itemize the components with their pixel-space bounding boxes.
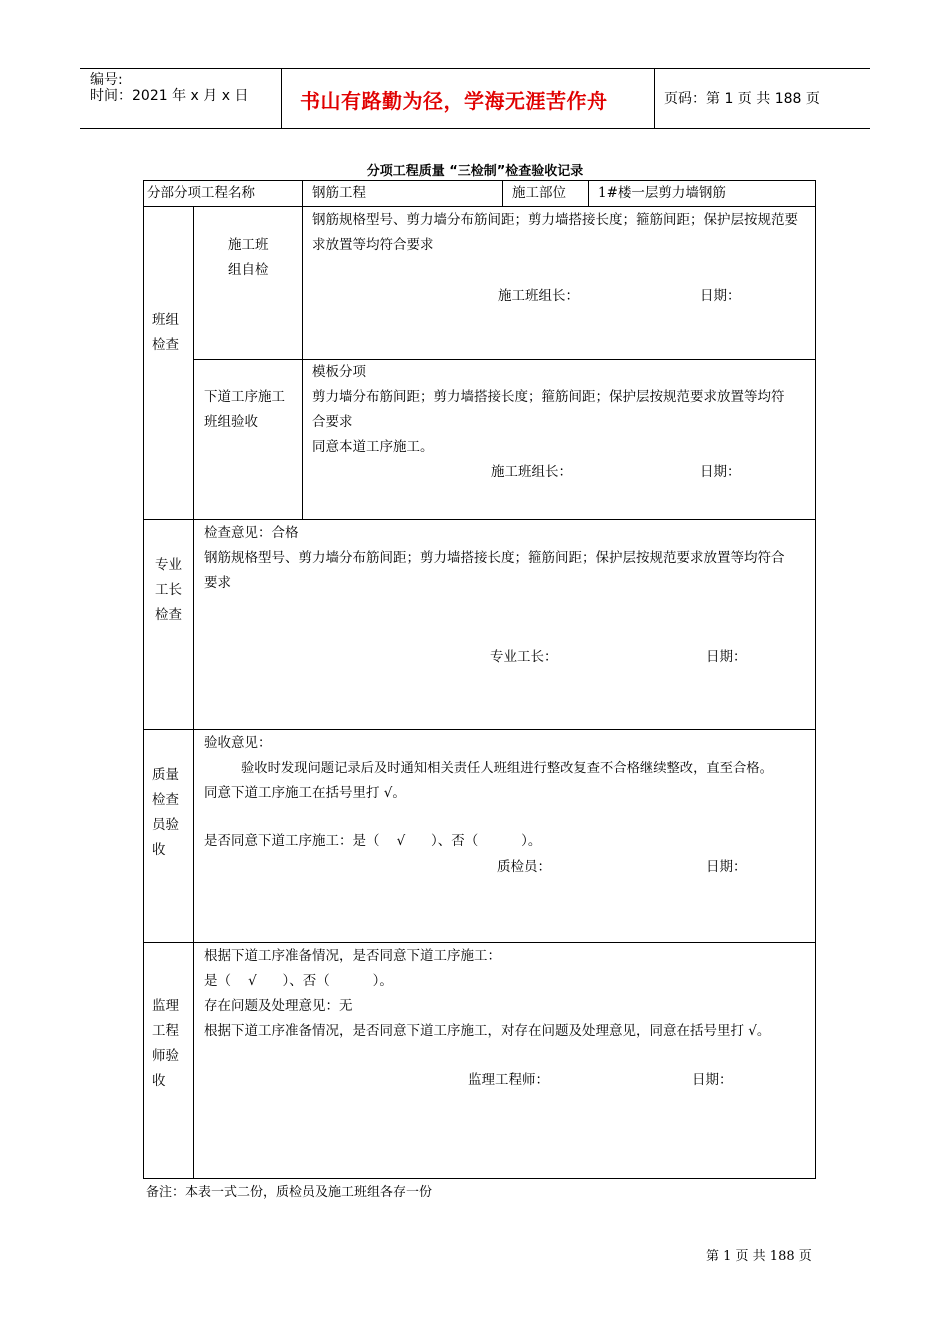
label-line: 工程 [152, 1023, 179, 1039]
content-line: 根据下道工序准备情况，是否同意下道工序施工： [204, 948, 501, 964]
footer-page-number: 第 1 页 共 188 页 [706, 1249, 812, 1264]
label-line: 师验 [152, 1048, 179, 1064]
content-line: 同意本道工序施工。 [312, 439, 434, 455]
self-check-content [312, 208, 798, 258]
label-line: 监理 [152, 998, 179, 1014]
table-rule [588, 180, 589, 206]
table-rule [193, 206, 194, 1179]
construction-part-value: 1#楼一层剪力墙钢筋 [598, 185, 726, 201]
label-line: 组自检 [228, 262, 269, 278]
label-line: 专业 [155, 557, 182, 573]
label-line: 工长 [155, 582, 182, 598]
date-label: 日期： [692, 1072, 733, 1088]
foreman-check-content [204, 521, 785, 596]
date-label: 日期： [700, 464, 741, 480]
content-line: 钢筋规格型号、剪力墙分布筋间距；剪力墙搭接长度；箍筋间距；保护层按规范要 [312, 212, 798, 228]
next-process-label [204, 385, 285, 435]
foreman-sign-label: 专业工长： [490, 649, 558, 665]
team-leader-sign-label: 施工班组长： [491, 464, 572, 480]
team-leader-sign-label: 施工班组长： [498, 288, 579, 304]
document-title: 分项工程质量 “三检制”检查验收记录 [366, 164, 584, 179]
self-check-label [228, 233, 269, 283]
header-motto: 书山有路勤为径，学海无涯苦作舟 [300, 89, 608, 113]
spacer [204, 806, 814, 829]
project-name-value: 钢筋工程 [312, 185, 366, 201]
header-page-label: 页码：第 1 页 共 188 页 [664, 91, 820, 107]
inspector-content [204, 731, 814, 854]
header-bottom-rule [80, 128, 870, 129]
project-name-label: 分部分项工程名称 [147, 185, 255, 201]
table-rule [502, 180, 503, 206]
team-check-label [152, 308, 179, 358]
foreman-check-label [155, 553, 182, 628]
construction-part-label: 施工部位 [512, 185, 566, 201]
label-line: 班组 [152, 312, 179, 328]
table-rule [143, 180, 144, 1179]
content-line: 是（ √ ）、否（ ）。 [204, 973, 393, 989]
label-line: 质量 [152, 767, 179, 783]
content-line: 钢筋规格型号、剪力墙分布筋间距；剪力墙搭接长度；箍筋间距；保护层按规范要求放置等均符合 [204, 550, 785, 566]
content-line: 根据下道工序准备情况，是否同意下道工序施工，对存在问题及处理意见，同意在括号里打 √。 [204, 1023, 771, 1039]
table-rule [143, 519, 816, 520]
label-line: 员验 [152, 817, 179, 833]
next-process-content [312, 360, 785, 460]
content-line: 求放置等均符合要求 [312, 237, 434, 253]
table-rule [143, 942, 816, 943]
content-line: 模板分项 [312, 364, 366, 380]
header-divider [654, 68, 655, 128]
doc-number-label: 编号: [90, 72, 123, 88]
content-line: 是否同意下道工序施工：是（ √ ）、否（ ）。 [204, 833, 542, 849]
content-line: 存在问题及处理意见：无 [204, 998, 353, 1014]
inspector-sign-label: 质检员： [497, 859, 551, 875]
label-line: 班组验收 [204, 414, 258, 430]
label-line: 收 [152, 1073, 166, 1089]
table-rule [815, 180, 816, 1179]
supervisor-label [152, 994, 179, 1094]
table-rule [302, 180, 303, 519]
date-label: 日期： [706, 859, 747, 875]
table-rule [143, 206, 816, 207]
table-rule [143, 1178, 816, 1179]
content-line: 合要求 [312, 414, 353, 430]
label-line: 检查 [155, 607, 182, 623]
table-rule [143, 729, 816, 730]
header-top-rule [80, 68, 870, 69]
label-line: 检查 [152, 337, 179, 353]
content-line: 剪力墙分布筋间距；剪力墙搭接长度；箍筋间距；保护层按规范要求放置等均符 [312, 389, 785, 405]
label-line: 检查 [152, 792, 179, 808]
inspector-label [152, 763, 179, 863]
content-line: 验收时发现问题记录后及时通知相关责任人班组进行整改复查不合格继续整改，直至合格。 [241, 761, 773, 776]
label-line: 下道工序施工 [204, 389, 285, 405]
header-divider [281, 68, 282, 128]
content-line: 同意下道工序施工在括号里打 √。 [204, 785, 406, 801]
date-label: 日期： [706, 649, 747, 665]
content-line: 要求 [204, 575, 231, 591]
date-label: 日期： [700, 288, 741, 304]
content-line: 检查意见：合格 [204, 525, 299, 541]
supervisor-content [204, 944, 814, 1044]
label-line: 施工班 [228, 237, 269, 253]
footnote: 备注：本表一式二份，质检员及施工班组各存一份 [146, 1185, 433, 1200]
content-line: 验收意见： [204, 735, 272, 751]
label-line: 收 [152, 842, 166, 858]
supervisor-sign-label: 监理工程师： [468, 1072, 549, 1088]
doc-time-label: 时间：2021 年 x 月 x 日 [90, 88, 249, 104]
